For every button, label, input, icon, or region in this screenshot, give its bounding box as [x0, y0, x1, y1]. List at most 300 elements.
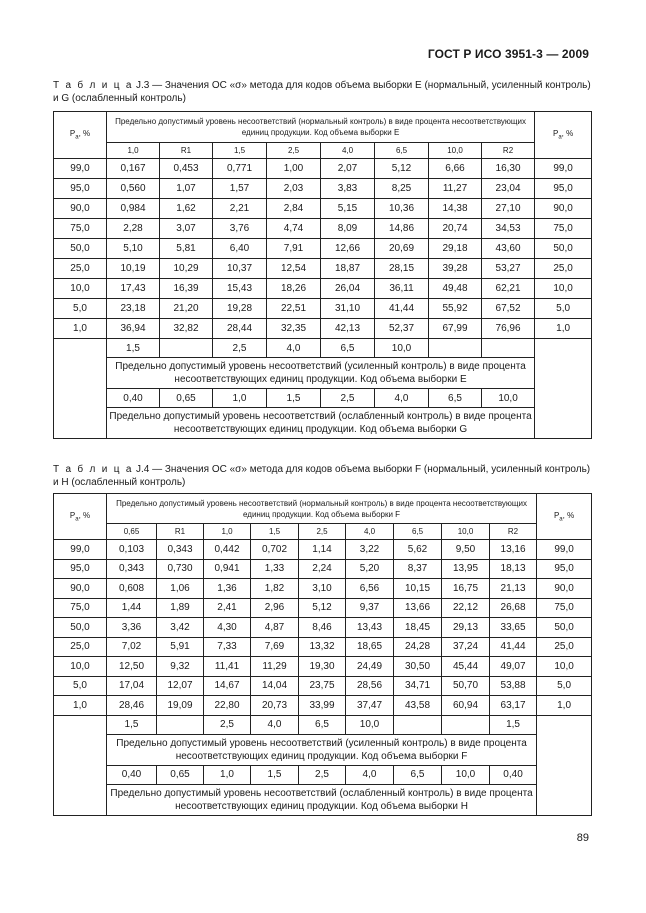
oc-value: 50,70	[442, 676, 490, 696]
empty-cell	[54, 389, 107, 408]
pa-value: 75,0	[54, 598, 107, 618]
tightened-code: 1,5	[107, 339, 160, 358]
empty-cell	[537, 784, 592, 815]
pa-header	[537, 494, 592, 540]
oc-value: 9,37	[346, 598, 394, 618]
oc-value: 19,30	[299, 657, 346, 677]
pa-unit: , %	[78, 510, 91, 520]
empty-cell	[54, 408, 107, 439]
reduced-code: 0,65	[160, 389, 213, 408]
pa-symbol: P	[553, 510, 560, 520]
oc-value: 2,41	[204, 598, 251, 618]
reduced-code: 0,40	[107, 389, 160, 408]
oc-value: 22,51	[267, 299, 321, 319]
oc-value: 7,91	[267, 239, 321, 259]
oc-value: 36,94	[107, 319, 160, 339]
oc-value: 20,74	[429, 219, 482, 239]
oc-value: 28,15	[375, 259, 429, 279]
table-row	[54, 618, 592, 638]
oc-value: 34,71	[394, 676, 442, 696]
caption-text: J.4 — Значения ОС «σ» метода для кодов объема выборки F (нормальный, усиленный контроль) и H (ослабленный контроль)	[53, 464, 591, 488]
oc-value: 10,29	[160, 259, 213, 279]
pa-value: 10,0	[537, 657, 592, 677]
pa-unit: , %	[78, 129, 91, 139]
oc-value: 12,50	[107, 657, 157, 677]
tightened-note-row	[54, 734, 592, 765]
oc-value: 29,13	[442, 618, 490, 638]
oc-value: 26,04	[321, 279, 375, 299]
oc-value: 1,44	[107, 598, 157, 618]
pa-symbol: P	[552, 129, 559, 139]
oc-value: 7,33	[204, 637, 251, 657]
table-row	[54, 219, 592, 239]
tightened-code: 4,0	[267, 339, 321, 358]
oc-value: 21,20	[160, 299, 213, 319]
table-row	[54, 239, 592, 259]
pa-value: 50,0	[54, 618, 107, 638]
oc-value: 24,49	[346, 657, 394, 677]
pa-value: 90,0	[537, 579, 592, 599]
pa-value: 1,0	[537, 696, 592, 716]
pa-value: 5,0	[537, 676, 592, 696]
oc-value: 6,66	[429, 159, 482, 179]
oc-value: 2,03	[267, 179, 321, 199]
oc-value: 3,42	[157, 618, 204, 638]
pa-subscript: a	[75, 134, 79, 141]
tightened-code: 4,0	[251, 715, 299, 734]
oc-value: 1,00	[267, 159, 321, 179]
oc-value: 41,44	[490, 637, 537, 657]
oc-value: 42,13	[321, 319, 375, 339]
pa-value: 95,0	[535, 179, 592, 199]
oc-value: 5,10	[107, 239, 160, 259]
oc-value: 4,74	[267, 219, 321, 239]
table-row	[54, 299, 592, 319]
column-code: 2,5	[267, 143, 321, 159]
oc-value: 10,19	[107, 259, 160, 279]
empty-cell	[537, 765, 592, 784]
oc-value: 0,702	[251, 540, 299, 560]
oc-value: 76,96	[482, 319, 535, 339]
empty-cell	[54, 358, 107, 389]
pa-value: 75,0	[537, 598, 592, 618]
pa-value: 50,0	[535, 239, 592, 259]
column-codes-row	[54, 143, 592, 159]
tightened-code	[442, 715, 490, 734]
oc-value: 1,57	[213, 179, 267, 199]
oc-value: 12,66	[321, 239, 375, 259]
column-code: 0,65	[107, 524, 157, 540]
caption-label: Т а б л и ц а	[53, 80, 134, 91]
oc-value: 49,48	[429, 279, 482, 299]
oc-value: 37,47	[346, 696, 394, 716]
pa-header	[54, 112, 107, 159]
oc-value: 1,89	[157, 598, 204, 618]
reduced-code: 10,0	[482, 389, 535, 408]
oc-value: 67,99	[429, 319, 482, 339]
column-code: R1	[157, 524, 204, 540]
oc-value: 5,12	[299, 598, 346, 618]
oc-value: 1,62	[160, 199, 213, 219]
oc-value: 3,36	[107, 618, 157, 638]
column-code: 1,5	[251, 524, 299, 540]
oc-value: 19,28	[213, 299, 267, 319]
table-header-row	[54, 494, 592, 524]
oc-value: 14,86	[375, 219, 429, 239]
column-code: 10,0	[429, 143, 482, 159]
oc-value: 34,53	[482, 219, 535, 239]
oc-value: 2,07	[321, 159, 375, 179]
oc-value: 1,06	[157, 579, 204, 599]
table-header-row	[54, 112, 592, 143]
oc-value: 6,40	[213, 239, 267, 259]
pa-value: 5,0	[54, 676, 107, 696]
pa-value: 10,0	[535, 279, 592, 299]
oc-value: 3,22	[346, 540, 394, 560]
oc-value: 5,15	[321, 199, 375, 219]
empty-cell	[537, 734, 592, 765]
reduced-code: 1,5	[267, 389, 321, 408]
oc-value: 13,32	[299, 637, 346, 657]
pa-symbol: P	[69, 510, 76, 520]
pa-value: 50,0	[54, 239, 107, 259]
empty-cell	[535, 358, 592, 389]
reduced-codes-row	[54, 389, 592, 408]
reduced-code: 6,5	[429, 389, 482, 408]
table-j3	[53, 111, 592, 439]
oc-value: 21,13	[490, 579, 537, 599]
pa-value: 10,0	[54, 279, 107, 299]
column-code: 4,0	[321, 143, 375, 159]
oc-value: 18,26	[267, 279, 321, 299]
reduced-code: 10,0	[442, 765, 490, 784]
oc-value: 23,18	[107, 299, 160, 319]
oc-value: 13,66	[394, 598, 442, 618]
table-row	[54, 579, 592, 599]
pa-value: 90,0	[54, 579, 107, 599]
oc-value: 3,07	[160, 219, 213, 239]
oc-value: 43,60	[482, 239, 535, 259]
oc-value: 18,87	[321, 259, 375, 279]
oc-value: 32,82	[160, 319, 213, 339]
table-row	[54, 279, 592, 299]
oc-value: 4,87	[251, 618, 299, 638]
caption-text: J.3 — Значения ОС «σ» метода для кодов объема выборки E (нормальный, усиленный контроль) и G (ослабленный контроль)	[53, 80, 591, 104]
reduced-code: 2,5	[321, 389, 375, 408]
oc-value: 32,35	[267, 319, 321, 339]
table-row	[54, 696, 592, 716]
oc-value: 33,65	[490, 618, 537, 638]
oc-value: 22,80	[204, 696, 251, 716]
normal-inspection-header: Предельно допустимый уровень несоответствий (нормальный контроль) в виде процента несоответствующих единиц продукции. Код объема выборки F	[107, 494, 537, 524]
pa-value: 95,0	[54, 179, 107, 199]
oc-value: 31,10	[321, 299, 375, 319]
oc-value: 0,730	[157, 559, 204, 579]
oc-value: 0,560	[107, 179, 160, 199]
oc-value: 13,95	[442, 559, 490, 579]
pa-value: 1,0	[535, 319, 592, 339]
oc-value: 10,15	[394, 579, 442, 599]
oc-value: 63,17	[490, 696, 537, 716]
reduced-code: 4,0	[346, 765, 394, 784]
table-caption-j3	[53, 80, 593, 105]
oc-value: 10,37	[213, 259, 267, 279]
pa-value: 10,0	[54, 657, 107, 677]
empty-cell	[54, 339, 107, 358]
column-code: 6,5	[394, 524, 442, 540]
pa-value: 5,0	[535, 299, 592, 319]
reduced-code: 2,5	[299, 765, 346, 784]
oc-value: 8,46	[299, 618, 346, 638]
oc-value: 18,45	[394, 618, 442, 638]
table-row	[54, 259, 592, 279]
column-code: 1,0	[204, 524, 251, 540]
tightened-code	[160, 339, 213, 358]
pa-value: 75,0	[535, 219, 592, 239]
oc-value: 0,343	[107, 559, 157, 579]
oc-value: 0,442	[204, 540, 251, 560]
column-code: 1,0	[107, 143, 160, 159]
reduced-code: 0,40	[490, 765, 537, 784]
pa-header	[54, 494, 107, 540]
oc-value: 0,343	[157, 540, 204, 560]
empty-cell	[54, 784, 107, 815]
tightened-note: Предельно допустимый уровень несоответствий (усиленный контроль) в виде процента несоответствующих единиц продукции. Код объема выборки E	[107, 358, 535, 389]
column-code: R2	[490, 524, 537, 540]
reduced-code: 1,0	[213, 389, 267, 408]
oc-value: 23,04	[482, 179, 535, 199]
column-code: 1,5	[213, 143, 267, 159]
tightened-code	[482, 339, 535, 358]
reduced-code: 1,5	[251, 765, 299, 784]
column-code: R1	[160, 143, 213, 159]
pa-value: 99,0	[537, 540, 592, 560]
oc-value: 3,76	[213, 219, 267, 239]
oc-value: 20,69	[375, 239, 429, 259]
reduced-code: 6,5	[394, 765, 442, 784]
pa-subscript: a	[75, 516, 79, 523]
tightened-code	[157, 715, 204, 734]
pa-value: 95,0	[537, 559, 592, 579]
oc-value: 8,25	[375, 179, 429, 199]
pa-value: 50,0	[537, 618, 592, 638]
pa-value: 25,0	[537, 637, 592, 657]
pa-value: 75,0	[54, 219, 107, 239]
oc-value: 11,29	[251, 657, 299, 677]
pa-unit: , %	[561, 129, 574, 139]
table-row	[54, 319, 592, 339]
oc-value: 33,99	[299, 696, 346, 716]
table-row	[54, 159, 592, 179]
oc-value: 2,28	[107, 219, 160, 239]
table-row	[54, 199, 592, 219]
oc-value: 14,67	[204, 676, 251, 696]
pa-value: 25,0	[54, 637, 107, 657]
table-row	[54, 598, 592, 618]
tightened-code: 10,0	[375, 339, 429, 358]
empty-cell	[535, 339, 592, 358]
pa-symbol: P	[69, 129, 76, 139]
oc-value: 23,75	[299, 676, 346, 696]
tightened-codes-row	[54, 339, 592, 358]
pa-value: 99,0	[54, 159, 107, 179]
empty-cell	[535, 408, 592, 439]
oc-value: 1,07	[160, 179, 213, 199]
tightened-code: 10,0	[346, 715, 394, 734]
oc-value: 24,28	[394, 637, 442, 657]
oc-value: 5,81	[160, 239, 213, 259]
oc-value: 13,16	[490, 540, 537, 560]
oc-value: 29,18	[429, 239, 482, 259]
empty-cell	[537, 715, 592, 734]
oc-value: 53,88	[490, 676, 537, 696]
empty-cell	[54, 715, 107, 734]
oc-value: 0,103	[107, 540, 157, 560]
oc-value: 13,43	[346, 618, 394, 638]
table-row	[54, 179, 592, 199]
oc-value: 55,92	[429, 299, 482, 319]
oc-value: 36,11	[375, 279, 429, 299]
reduced-code: 0,65	[157, 765, 204, 784]
tightened-code: 2,5	[213, 339, 267, 358]
pa-value: 25,0	[54, 259, 107, 279]
reduced-code: 4,0	[375, 389, 429, 408]
pa-value: 1,0	[54, 319, 107, 339]
pa-value: 90,0	[54, 199, 107, 219]
oc-value: 9,50	[442, 540, 490, 560]
oc-value: 49,07	[490, 657, 537, 677]
pa-value: 95,0	[54, 559, 107, 579]
reduced-note-row	[54, 784, 592, 815]
table-row	[54, 657, 592, 677]
oc-value: 2,84	[267, 199, 321, 219]
oc-value: 18,13	[490, 559, 537, 579]
page-number: 89	[576, 832, 589, 844]
oc-value: 20,73	[251, 696, 299, 716]
oc-value: 1,14	[299, 540, 346, 560]
oc-value: 15,43	[213, 279, 267, 299]
oc-value: 43,58	[394, 696, 442, 716]
oc-value: 41,44	[375, 299, 429, 319]
pa-value: 5,0	[54, 299, 107, 319]
column-code: 4,0	[346, 524, 394, 540]
oc-value: 1,36	[204, 579, 251, 599]
oc-value: 37,24	[442, 637, 490, 657]
oc-value: 52,37	[375, 319, 429, 339]
reduced-note-row	[54, 408, 592, 439]
oc-value: 28,56	[346, 676, 394, 696]
oc-value: 2,24	[299, 559, 346, 579]
oc-value: 8,37	[394, 559, 442, 579]
empty-cell	[535, 389, 592, 408]
oc-value: 27,10	[482, 199, 535, 219]
column-code: 2,5	[299, 524, 346, 540]
pa-unit: , %	[562, 510, 575, 520]
oc-value: 28,44	[213, 319, 267, 339]
oc-value: 28,46	[107, 696, 157, 716]
oc-value: 9,32	[157, 657, 204, 677]
oc-value: 0,771	[213, 159, 267, 179]
oc-value: 11,41	[204, 657, 251, 677]
table-caption-j4	[53, 464, 593, 489]
oc-value: 17,43	[107, 279, 160, 299]
oc-value: 16,75	[442, 579, 490, 599]
oc-value: 4,30	[204, 618, 251, 638]
oc-value: 14,38	[429, 199, 482, 219]
pa-value: 99,0	[535, 159, 592, 179]
oc-value: 62,21	[482, 279, 535, 299]
standard-header: ГОСТ Р ИСО 3951-3 — 2009	[427, 47, 589, 61]
tightened-codes-row	[54, 715, 592, 734]
column-codes-row	[54, 524, 592, 540]
pa-value: 1,0	[54, 696, 107, 716]
oc-value: 3,10	[299, 579, 346, 599]
oc-value: 0,984	[107, 199, 160, 219]
pa-subscript: a	[558, 134, 562, 141]
oc-value: 19,09	[157, 696, 204, 716]
oc-value: 0,453	[160, 159, 213, 179]
oc-value: 26,68	[490, 598, 537, 618]
oc-value: 7,02	[107, 637, 157, 657]
table-j4	[53, 493, 592, 816]
oc-value: 7,69	[251, 637, 299, 657]
normal-inspection-header: Предельно допустимый уровень несоответствий (нормальный контроль) в виде процента несоответствующих единиц продукции. Код объема выборки E	[107, 112, 535, 143]
oc-value: 12,07	[157, 676, 204, 696]
oc-value: 60,94	[442, 696, 490, 716]
oc-value: 3,83	[321, 179, 375, 199]
reduced-note: Предельно допустимый уровень несоответствий (ослабленный контроль) в виде процента несоответствующих единиц продукции. Код объема выборки G	[107, 408, 535, 439]
tightened-code	[394, 715, 442, 734]
caption-label: Т а б л и ц а	[53, 464, 134, 475]
reduced-codes-row	[54, 765, 592, 784]
oc-value: 45,44	[442, 657, 490, 677]
oc-value: 5,62	[394, 540, 442, 560]
tightened-code	[429, 339, 482, 358]
oc-value: 30,50	[394, 657, 442, 677]
table-row	[54, 637, 592, 657]
reduced-note: Предельно допустимый уровень несоответствий (ослабленный контроль) в виде процента несоответствующих единиц продукции. Код объема выборки H	[107, 784, 537, 815]
table-row	[54, 676, 592, 696]
oc-value: 5,91	[157, 637, 204, 657]
oc-value: 2,96	[251, 598, 299, 618]
tightened-note-row	[54, 358, 592, 389]
column-code: R2	[482, 143, 535, 159]
table-row	[54, 540, 592, 560]
oc-value: 5,12	[375, 159, 429, 179]
tightened-code: 6,5	[299, 715, 346, 734]
table-row	[54, 559, 592, 579]
oc-value: 16,30	[482, 159, 535, 179]
oc-value: 10,36	[375, 199, 429, 219]
oc-value: 16,39	[160, 279, 213, 299]
pa-header	[535, 112, 592, 159]
tightened-code: 2,5	[204, 715, 251, 734]
oc-value: 6,56	[346, 579, 394, 599]
oc-value: 0,941	[204, 559, 251, 579]
oc-value: 17,04	[107, 676, 157, 696]
pa-value: 99,0	[54, 540, 107, 560]
oc-value: 22,12	[442, 598, 490, 618]
oc-value: 12,54	[267, 259, 321, 279]
oc-value: 18,65	[346, 637, 394, 657]
empty-cell	[54, 734, 107, 765]
column-code: 10,0	[442, 524, 490, 540]
tightened-code: 6,5	[321, 339, 375, 358]
empty-cell	[54, 765, 107, 784]
tightened-code: 1,5	[490, 715, 537, 734]
pa-value: 90,0	[535, 199, 592, 219]
tightened-code: 1,5	[107, 715, 157, 734]
